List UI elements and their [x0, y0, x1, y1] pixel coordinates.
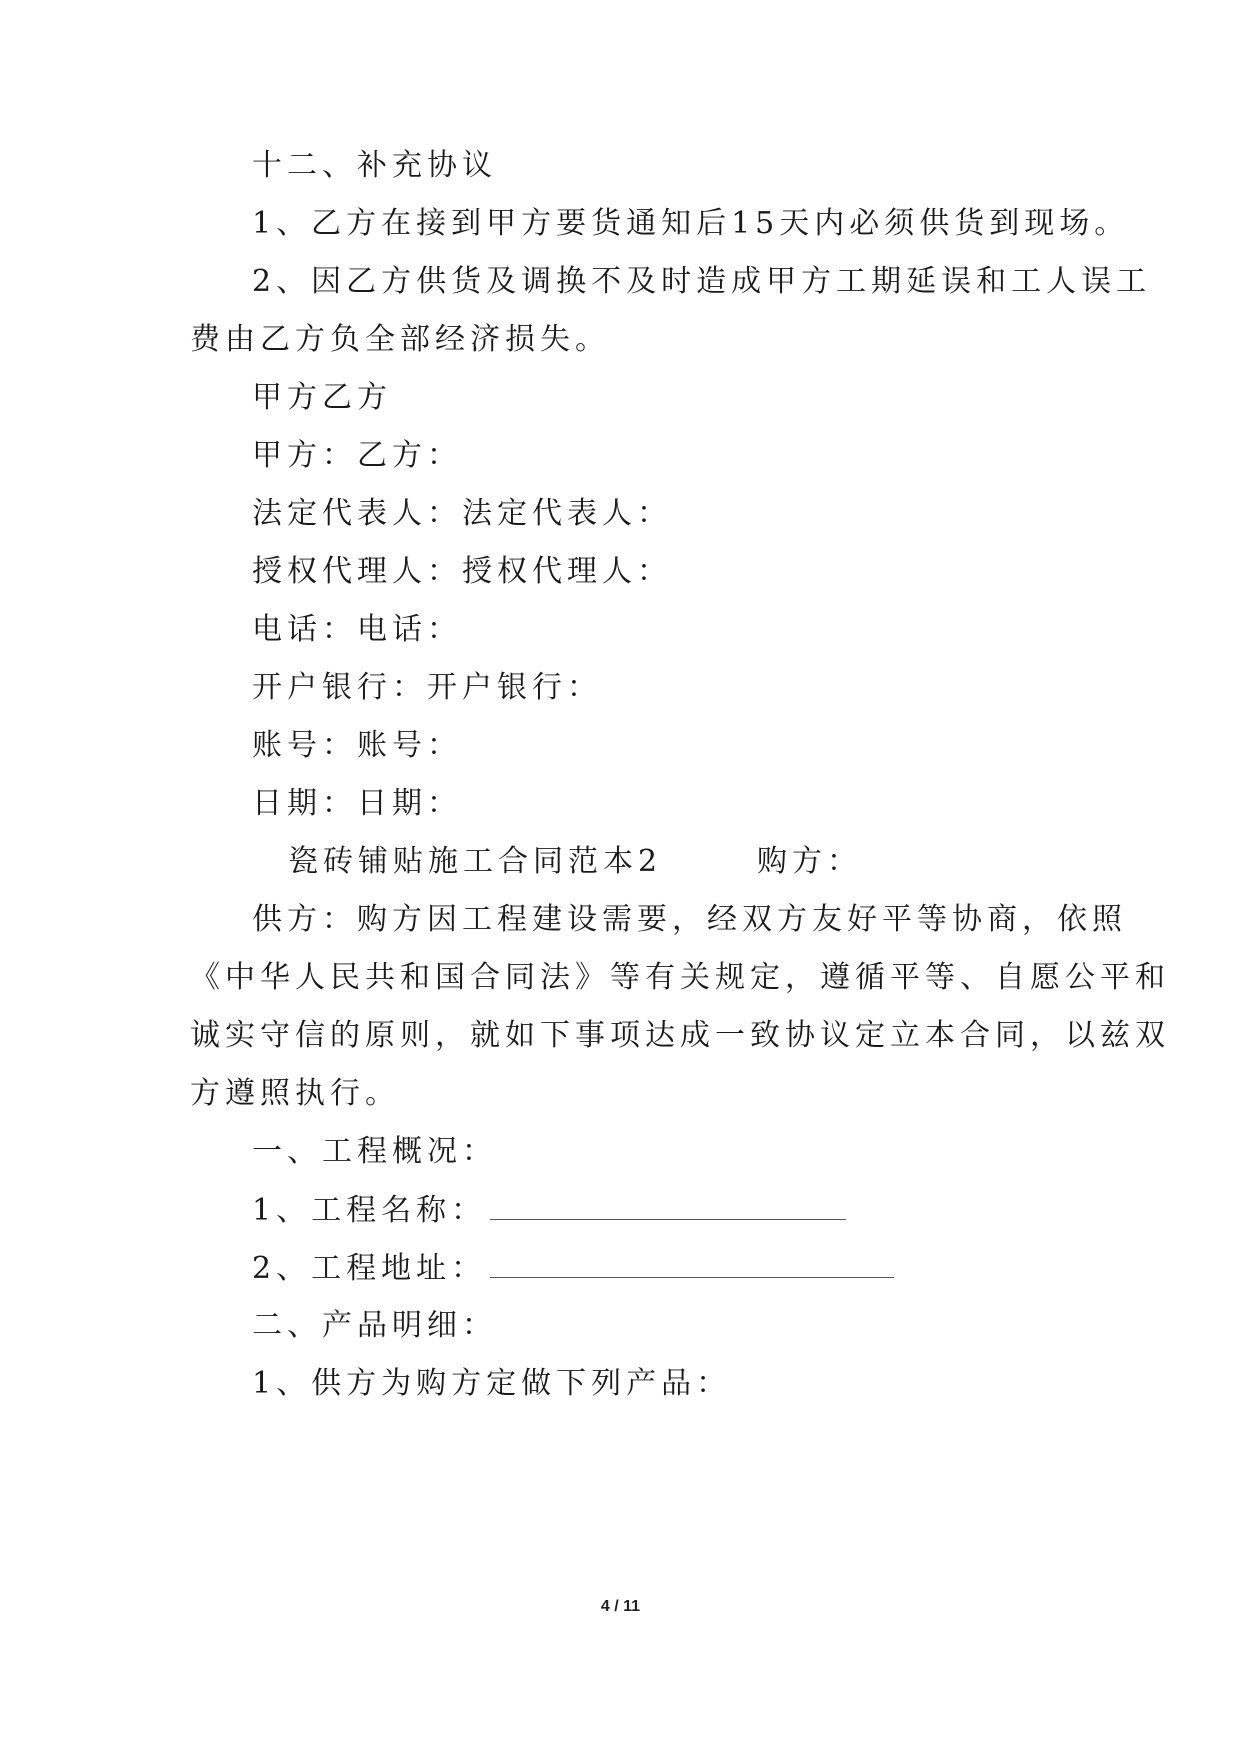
- section-2-title: 二、产品明细：: [252, 1308, 497, 1343]
- product-intro: 1、供方为购方定做下列产品：: [252, 1366, 732, 1401]
- clause-1: 1、乙方在接到甲方要货通知后15天内必须供货到现场。: [252, 206, 1130, 241]
- project-name-label: 1、工程名称：: [252, 1193, 487, 1228]
- project-address-label: 2、工程地址：: [252, 1251, 487, 1286]
- clause-2-line-1: 2、因乙方供货及调换不及时造成甲方工期延误和工人误工: [252, 264, 1152, 299]
- buyer-label: 购方：: [757, 844, 862, 879]
- project-name-row: [252, 1193, 846, 1228]
- authorized-agent: 授权代理人：授权代理人：: [252, 554, 672, 589]
- account: 账号：账号：: [252, 728, 462, 763]
- intro-paragraph-line-2: 《中华人民共和国合同法》等有关规定，遵循平等、自愿公平和: [190, 960, 1170, 995]
- legal-representative: 法定代表人：法定代表人：: [252, 496, 672, 531]
- page-indicator: 4 / 11: [600, 1598, 641, 1615]
- intro-paragraph-line-3: 诚实守信的原则，就如下事项达成一致协议定立本合同，以兹双: [190, 1018, 1170, 1053]
- project-name-blank: [490, 1193, 846, 1220]
- bank: 开户银行：开户银行：: [252, 670, 602, 705]
- project-address-row: [252, 1251, 894, 1286]
- party-header: 甲方乙方: [252, 380, 392, 415]
- phone: 电话：电话：: [252, 612, 462, 647]
- contract-title: 瓷砖铺贴施工合同范本2: [288, 844, 663, 879]
- intro-paragraph-line-1: 供方：购方因工程建设需要，经双方友好平等协商，依照: [252, 902, 1127, 937]
- date: 日期：日期：: [252, 786, 462, 821]
- party-names: 甲方：乙方：: [252, 438, 462, 473]
- section-1-title: 一、工程概况：: [252, 1134, 497, 1169]
- supplement-heading: 十二、补充协议: [252, 148, 497, 183]
- clause-2-line-2: 费由乙方负全部经济损失。: [190, 322, 610, 357]
- project-address-blank: [490, 1251, 894, 1278]
- intro-paragraph-line-4: 方遵照执行。: [190, 1076, 400, 1111]
